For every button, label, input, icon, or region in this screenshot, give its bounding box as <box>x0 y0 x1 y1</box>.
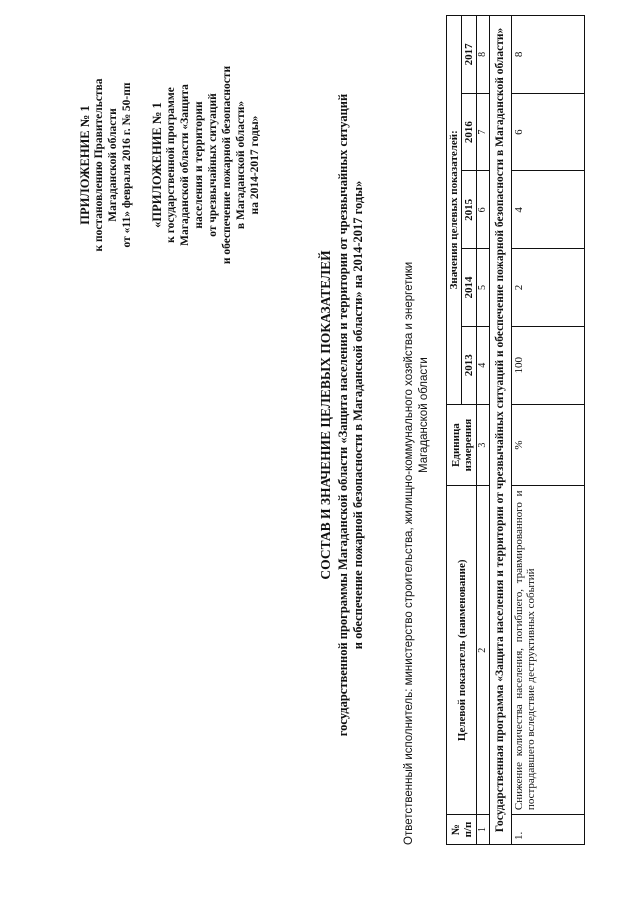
inner-appendix-line: к государственной программе <box>165 87 177 243</box>
column-number: 3 <box>477 404 490 486</box>
row-value: 4 <box>512 171 585 249</box>
inner-appendix-line: от чрезвычайных ситуаций <box>207 93 219 237</box>
inner-appendix-line: и обеспечение пожарной безопасности <box>221 65 233 265</box>
column-number: 6 <box>477 171 490 249</box>
row-num: 1. <box>512 815 585 845</box>
section-heading: Государственная программа «Защита населения и территории от чрезвычайных ситуаций и обеспечение пожарной безопасности в Магаданской области» <box>490 16 512 845</box>
title-main: СОСТАВ И ЗНАЧЕНИЕ ЦЕЛЕВЫХ ПОКАЗАТЕЛЕЙ <box>318 250 333 580</box>
row-value: 2 <box>512 249 585 327</box>
executor-line: Ответственный исполнитель: министерство строительства, жилищно-коммунального хозяйства и энергетики <box>403 261 415 845</box>
document-title <box>318 15 366 815</box>
column-number: 4 <box>477 326 490 404</box>
appendix-line: к постановлению Правительства <box>93 78 105 252</box>
row-value: 8 <box>512 16 585 94</box>
appendix-line: от «11» февраля 2016 г. № 50-пп <box>121 82 133 248</box>
inner-appendix-line: Магаданской области «Защита <box>179 84 191 246</box>
header-year: 2013 <box>462 326 477 404</box>
appendix-line: Магаданской области <box>107 108 119 222</box>
header-indicator: Целевой показатель (наименование) <box>447 486 477 815</box>
table-row <box>512 16 585 845</box>
inner-appendix-line: населения и территории <box>193 101 205 229</box>
header-values: Значения целевых показателей: <box>447 16 462 405</box>
column-number: 2 <box>477 486 490 815</box>
indicators-table <box>446 15 585 845</box>
header-year: 2017 <box>462 16 477 94</box>
column-number: 5 <box>477 249 490 327</box>
header-year: 2016 <box>462 93 477 171</box>
header-year: 2015 <box>462 171 477 249</box>
header-unit: Единица измерения <box>447 404 477 486</box>
appendix-block <box>78 40 262 290</box>
inner-appendix-line: в Магаданской области» <box>235 100 247 230</box>
responsible-executor <box>402 15 432 845</box>
row-indicator: Снижение количества населения, погибшего, травмированного и пострадавшего вследствие деструктивных событий <box>512 486 585 815</box>
row-value: 6 <box>512 93 585 171</box>
inner-appendix-heading: «ПРИЛОЖЕНИЕ № 1 <box>150 102 164 228</box>
title-line: и обеспечение пожарной безопасности в Магаданской области» на 2014-2017 годы» <box>351 180 365 650</box>
row-unit: % <box>512 404 585 486</box>
executor-line: Магаданской области <box>418 357 430 473</box>
header-year: 2014 <box>462 249 477 327</box>
row-value: 100 <box>512 326 585 404</box>
inner-appendix-line: на 2014-2017 годы» <box>249 115 261 215</box>
column-number: 7 <box>477 93 490 171</box>
column-number: 1 <box>477 815 490 845</box>
appendix-heading: ПРИЛОЖЕНИЕ № 1 <box>78 105 92 225</box>
title-line: государственной программы Магаданской области «Защита населения и территории от чрезвычайных ситуаций <box>336 93 350 737</box>
header-num: № п/п <box>447 815 477 845</box>
column-number: 8 <box>477 16 490 94</box>
